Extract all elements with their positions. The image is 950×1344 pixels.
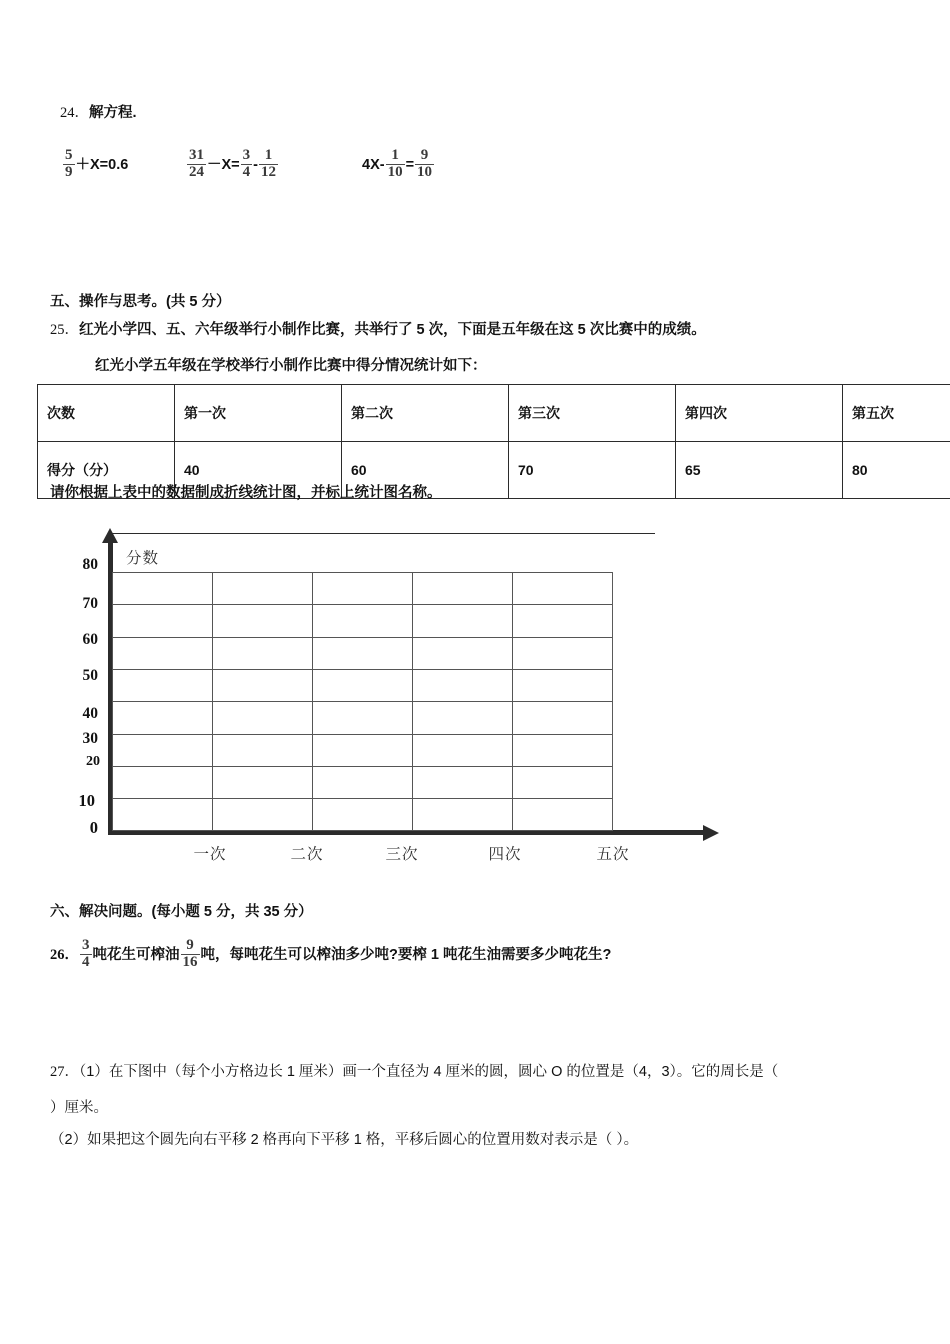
- y-tick-label: 50: [82, 667, 98, 684]
- question-27-line-1: [50, 1062, 778, 1084]
- section-5-heading: 五、操作与思考。(共 5 分）: [50, 294, 231, 310]
- fraction-5-over-9: $\frac{5}{9}$: [65, 147, 73, 180]
- y-tick-label: 20: [86, 754, 100, 769]
- table-col-header-4: 第五次: [843, 385, 950, 442]
- chart-grid: [112, 572, 613, 831]
- grid-vline: [312, 572, 313, 831]
- question-24-heading: [60, 103, 137, 125]
- grid-hline: [112, 637, 612, 638]
- chart-instruction: 请你根据上表中的数据制成折线统计图，并标上统计图名称。: [50, 485, 442, 501]
- grid-hline: [112, 734, 612, 735]
- grid-vline: [112, 572, 113, 831]
- question-26: [50, 938, 611, 971]
- question-25: [50, 320, 706, 342]
- grid-hline: [112, 669, 612, 670]
- y-tick-label: 0: [89, 818, 98, 837]
- equation-3: [362, 148, 435, 181]
- fraction-31-over-24: $\frac{31}{24}$: [189, 147, 204, 180]
- question-27-line-2: ）厘米。: [50, 1100, 108, 1116]
- equation-2: [186, 148, 279, 181]
- fraction-9-over-10: $\frac{9}{10}$: [417, 147, 433, 180]
- equation-1-body: ＋X=0.6: [75, 157, 129, 173]
- equation-2-minus-x: －X=: [207, 157, 240, 173]
- question-24-prompt: 解方程.: [89, 105, 137, 121]
- table-caption: 红光小学五年级在学校举行小制作比赛中得分情况统计如下：: [95, 358, 487, 374]
- y-axis-title: 分数: [126, 550, 160, 567]
- question-27-line-3: （2）如果把这个圆先向右平移 2 格再向下平移 1 格，平移后圆心的位置用数对表示是（ ）。: [50, 1132, 639, 1148]
- question-25-number: 25．: [50, 322, 79, 338]
- table-col-header-3: 第四次: [676, 385, 843, 442]
- y-tick-label: 80: [82, 556, 98, 573]
- section-6-heading: 六、解决问题。(每小题 5 分，共 35 分）: [50, 904, 313, 920]
- equation-3-equals: =: [405, 157, 415, 173]
- grid-hline: [112, 701, 612, 702]
- grid-hline: [112, 798, 612, 799]
- y-tick-label: 60: [82, 631, 98, 648]
- y-tick-label: 70: [82, 595, 98, 612]
- question-24-number: 24．: [60, 105, 89, 121]
- table-score-4: 80: [843, 442, 950, 499]
- grid-hline: [112, 572, 612, 573]
- question-27-number: 27．: [50, 1064, 79, 1080]
- grid-hline: [112, 766, 612, 767]
- question-25-text: 红光小学四、五、六年级举行小制作比赛，共举行了 5 次，下面是五年级在这 5 次比赛中的成绩。: [79, 322, 706, 338]
- x-axis-arrow-icon: [703, 825, 719, 841]
- question-26-text-b: 吨，每吨花生可以榨油多少吨?要榨 1 吨花生油需要多少吨花生?: [200, 947, 612, 963]
- y-tick-label: 40: [82, 705, 98, 722]
- x-tick-label: 四次: [488, 846, 522, 863]
- x-tick-label: 一次: [193, 846, 227, 863]
- question-27-text-1: （1）在下图中（每个小方格边长 1 厘米）画一个直径为 4 厘米的圆，圆心 O 的位置是（4，3）。它的周长是（: [79, 1064, 779, 1080]
- table-score-1: 60: [342, 442, 509, 499]
- y-tick-label: 30: [82, 730, 98, 747]
- table-row: [38, 385, 950, 442]
- table-score-3: 65: [676, 442, 843, 499]
- y-tick-label: 10: [78, 791, 95, 810]
- table-col-header-0: 第一次: [175, 385, 342, 442]
- table-score-0: 40: [175, 442, 342, 499]
- table-row-header-1: 得分（分）: [38, 442, 175, 499]
- table-row-header-0: 次数: [38, 385, 175, 442]
- fraction-1-over-12: $\frac{1}{12}$: [260, 147, 276, 180]
- x-tick-label: 五次: [596, 846, 630, 863]
- grid-vline: [512, 572, 513, 831]
- fraction-9-over-16-oil: $\frac{9}{16}$: [182, 937, 198, 970]
- table-col-header-2: 第三次: [509, 385, 676, 442]
- equation-3-lead: 4X-: [362, 157, 385, 173]
- x-tick-label: 三次: [385, 846, 419, 863]
- grid-hline: [112, 830, 612, 831]
- chart-top-rule: [110, 533, 655, 534]
- fraction-1-over-10: $\frac{1}{10}$: [387, 147, 403, 180]
- x-tick-label: 二次: [290, 846, 324, 863]
- equation-1: [62, 148, 128, 181]
- table-score-2: 70: [509, 442, 676, 499]
- fraction-3-over-4: $\frac{3}{4}$: [242, 147, 251, 180]
- question-26-text-a: 吨花生可榨油: [92, 947, 180, 963]
- grid-vline: [212, 572, 213, 831]
- grid-hline: [112, 604, 612, 605]
- question-26-number: 26．: [50, 947, 79, 963]
- table-col-header-1: 第二次: [342, 385, 509, 442]
- grid-vline: [412, 572, 413, 831]
- equation-2-operator: -: [253, 157, 258, 173]
- fraction-3-over-4-peanut: $\frac{3}{4}$: [82, 937, 90, 970]
- score-table: [37, 384, 950, 499]
